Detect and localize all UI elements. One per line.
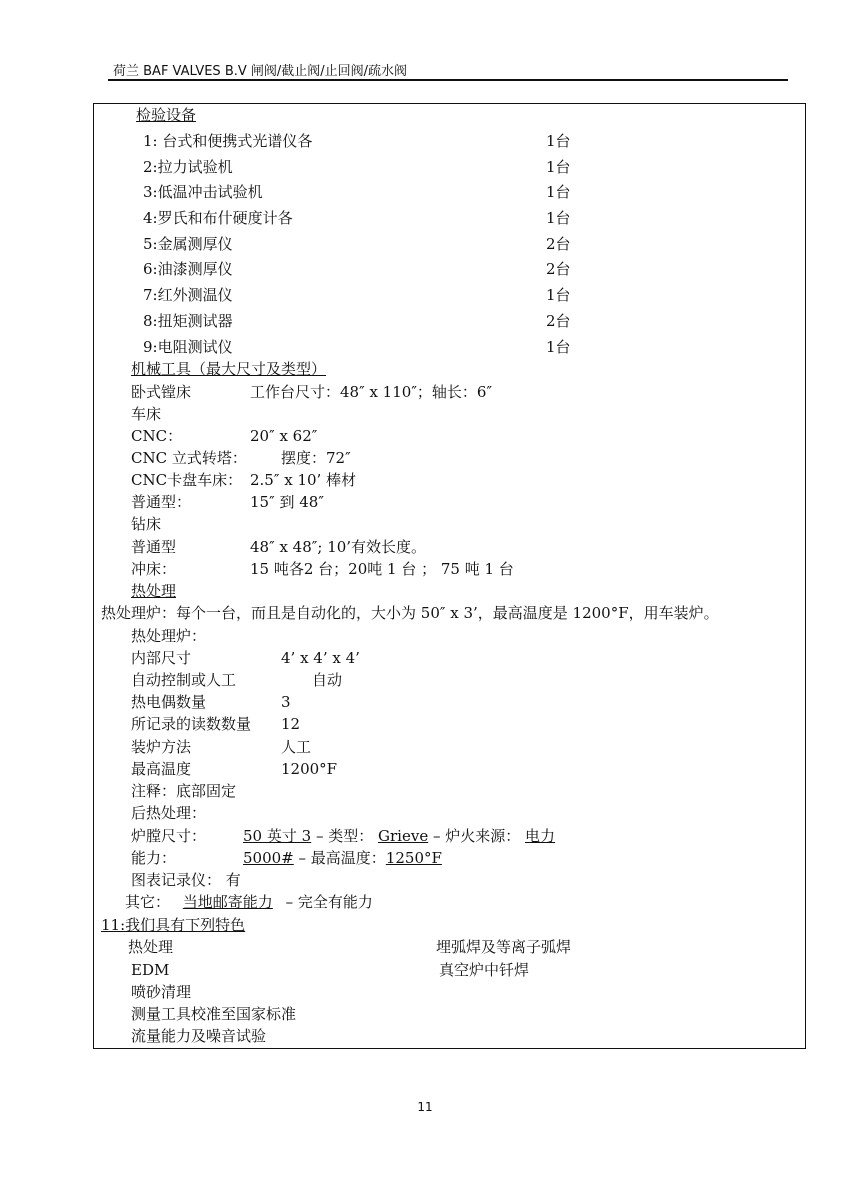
capacity-label: 能力： bbox=[131, 849, 177, 867]
machine-tool-label: 卧式镗床 bbox=[131, 383, 192, 401]
machine-tool-value: 工作台尺寸：48″ x 110″；轴长：6″ bbox=[250, 383, 493, 401]
header-rule bbox=[108, 79, 788, 81]
furnace-spec-value: 3 bbox=[281, 693, 291, 711]
machine-tool-label: CNC卡盘车床： bbox=[131, 471, 243, 489]
furnace-spec-label: 所记录的读数数量 bbox=[131, 715, 252, 733]
heat-treatment-intro: 热处理炉：每个一台，而且是自动化的，大小为 50″ x 3’，最高温度是 1200°F，用车装炉。 bbox=[101, 604, 719, 622]
other-rest: – 完全有能力 bbox=[285, 893, 373, 911]
inspection-item-label: 2:拉力试验机 bbox=[143, 158, 233, 176]
chamber-sep-source: – 炉火来源： bbox=[432, 827, 521, 845]
other-line bbox=[125, 892, 373, 912]
inspection-item-label: 1: 台式和便携式光谱仪各 bbox=[143, 132, 313, 150]
capacity-sep: – 最高温度： bbox=[298, 849, 386, 867]
heat-treatment-heading: 热处理 bbox=[131, 582, 177, 600]
inspection-item-label: 4:罗氏和布什硬度计各 bbox=[143, 209, 293, 227]
inspection-item-qty: 1台 bbox=[546, 158, 571, 176]
machine-tool-value: 15″ 到 48″ bbox=[250, 493, 324, 511]
other-value: 当地邮寄能力 bbox=[182, 893, 273, 911]
features-heading: 11:我们具有下列特色 bbox=[101, 916, 246, 934]
post-heat-label: 后热处理： bbox=[131, 804, 207, 822]
furnace-spec-label: 装炉方法 bbox=[131, 738, 192, 756]
chamber-sep-type: – 类型： bbox=[315, 827, 374, 845]
furnace-label: 热处理炉： bbox=[131, 627, 207, 645]
chamber-line bbox=[243, 826, 555, 846]
machine-tool-value: 48″ x 48″; 10’有效长度。 bbox=[250, 538, 427, 556]
feature-item: 真空炉中钎焊 bbox=[439, 961, 530, 979]
furnace-spec-value: 1200°F bbox=[281, 760, 338, 778]
inspection-item-qty: 2台 bbox=[546, 312, 571, 330]
furnace-spec-label: 内部尺寸 bbox=[131, 649, 192, 667]
machine-tool-label: 普通型： bbox=[131, 493, 192, 511]
machine-tool-value: 2.5″ x 10’ 棒材 bbox=[250, 471, 357, 489]
machine-tool-label: CNC： bbox=[131, 427, 183, 445]
capacity-value: 5000# bbox=[243, 849, 294, 867]
machine-tool-value: 摆度：72″ bbox=[281, 449, 351, 467]
page-number: 11 bbox=[417, 1100, 433, 1114]
inspection-item-qty: 1台 bbox=[546, 183, 571, 201]
feature-item: 测量工具校准至国家标准 bbox=[131, 1005, 297, 1023]
furnace-spec-value: 人工 bbox=[281, 738, 312, 756]
chamber-size: 50 英寸 3 bbox=[243, 827, 312, 845]
machine-tool-label: CNC 立式转塔： bbox=[131, 449, 247, 467]
furnace-spec-value: 12 bbox=[281, 715, 301, 733]
inspection-item-qty: 1台 bbox=[546, 338, 571, 356]
inspection-item-label: 3:低温冲击试验机 bbox=[143, 183, 263, 201]
capacity-temp: 1250°F bbox=[385, 849, 442, 867]
inspection-item-qty: 1台 bbox=[546, 286, 571, 304]
chamber-type: Grieve bbox=[378, 827, 429, 845]
inspection-item-label: 5:金属测厚仪 bbox=[143, 235, 233, 253]
page-header: 荷兰 BAF VALVES B.V 闸阀/截止阀/止回阀/疏水阀 bbox=[113, 64, 408, 79]
furnace-note: 注释：底部固定 bbox=[131, 782, 237, 800]
feature-item: 流量能力及噪音试验 bbox=[131, 1027, 267, 1045]
inspection-heading: 检验设备 bbox=[136, 106, 197, 124]
machine-tool-label: 冲床： bbox=[131, 560, 177, 578]
inspection-item-label: 7:红外测温仪 bbox=[143, 286, 233, 304]
inspection-item-qty: 1台 bbox=[546, 132, 571, 150]
machine-tool-value: 15 吨各2 台；20吨 1 台 ； 75 吨 1 台 bbox=[250, 560, 514, 578]
furnace-spec-value: 自动 bbox=[312, 671, 343, 689]
inspection-item-qty: 2台 bbox=[546, 235, 571, 253]
inspection-item-qty: 2台 bbox=[546, 260, 571, 278]
chart-recorder: 图表记录仪： 有 bbox=[131, 871, 241, 889]
feature-item: 埋弧焊及等离子弧焊 bbox=[436, 938, 572, 956]
inspection-item-qty: 1台 bbox=[546, 209, 571, 227]
furnace-spec-label: 自动控制或人工 bbox=[131, 671, 237, 689]
chamber-source: 电力 bbox=[525, 827, 556, 845]
machine-tool-label: 钻床 bbox=[131, 515, 162, 533]
machine-tool-label: 普通型 bbox=[131, 538, 177, 556]
inspection-item-label: 6:油漆测厚仪 bbox=[143, 260, 233, 278]
capacity-line bbox=[243, 848, 442, 868]
chamber-label: 炉膛尺寸： bbox=[131, 827, 207, 845]
inspection-item-label: 9:电阻测试仪 bbox=[143, 338, 233, 356]
machine-tool-value: 20″ x 62″ bbox=[250, 427, 318, 445]
furnace-spec-label: 热电偶数量 bbox=[131, 693, 207, 711]
inspection-item-label: 8:扭矩测试器 bbox=[143, 312, 233, 330]
feature-item: EDM bbox=[131, 961, 170, 979]
other-label: 其它： bbox=[125, 893, 171, 911]
furnace-spec-label: 最高温度 bbox=[131, 760, 192, 778]
furnace-spec-value: 4’ x 4’ x 4’ bbox=[281, 649, 360, 667]
machine-tools-heading: 机械工具（最大尺寸及类型） bbox=[131, 360, 327, 378]
machine-tool-label: 车床 bbox=[131, 405, 162, 423]
feature-item: 热处理 bbox=[128, 938, 174, 956]
feature-item: 喷砂清理 bbox=[131, 983, 192, 1001]
